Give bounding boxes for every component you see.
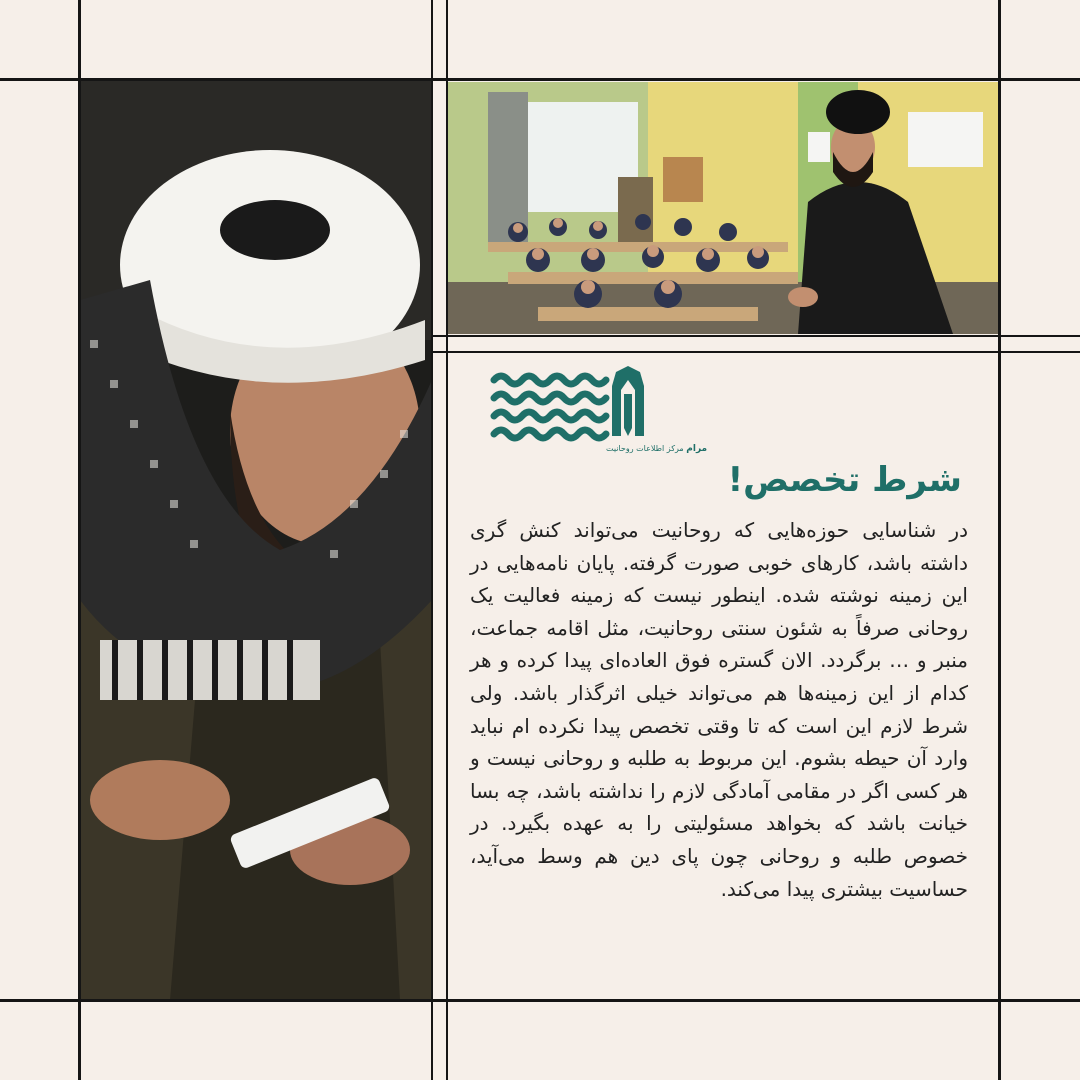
grid-line-v-center-a — [431, 0, 433, 1080]
logo-name: مرام — [686, 444, 708, 454]
logo-tagline: مرکز اطلاعات روحانیت — [606, 444, 684, 453]
logo-caption — [606, 444, 707, 454]
grid-line-v-left — [78, 0, 81, 1080]
cleric-phone-illustration — [80, 80, 432, 1000]
grid-line-v-right — [998, 0, 1001, 1080]
grid-line-v-center-b — [446, 0, 448, 1080]
grid-line-h-mid-bottom — [432, 351, 1080, 353]
classroom-illustration — [448, 82, 998, 334]
grid-line-h-bottom — [0, 999, 1080, 1002]
classroom-photo — [448, 82, 998, 334]
cleric-phone-photo — [80, 80, 432, 1000]
grid-line-h-mid-top — [432, 335, 1080, 337]
grid-line-h-top — [0, 78, 1080, 81]
post-body-text: در شناسایی حوزه‌هایی که روحانیت می‌تواند کنش گری داشته باشد، کارهای خوبی صورت گرفته. پایان نامه‌هایی در این زمینه نوشته شده. اینطور نیست که زمینه فعالیت یک روحانی صرفاً به شئون سنتی روحانیت، مثل اقامه جماعت، منبر و … برگردد. الان گستره فوق العاده‌ای پیدا کرده و هر کدام از این زمینه‌ها هم می‌تواند خیلی اثرگذار باشد. ولی شرط لازم این است که تا وقتی تخصص پیدا نکرده ام نباید وارد آن حیطه بشوم. این مربوط به طلبه و روحانی نیست و هر کسی اگر در مقامی آمادگی لازم را نداشته باشد، چه بسا خیانت باشد که بخواهد مسئولیتی را به عهده بگیرد. در خصوص طلبه و روحانی چون پای دین هم وسط می‌آید، حساسیت بیشتری پیدا می‌کند. — [470, 518, 968, 901]
post-title: شرط تخصص! — [727, 460, 962, 500]
